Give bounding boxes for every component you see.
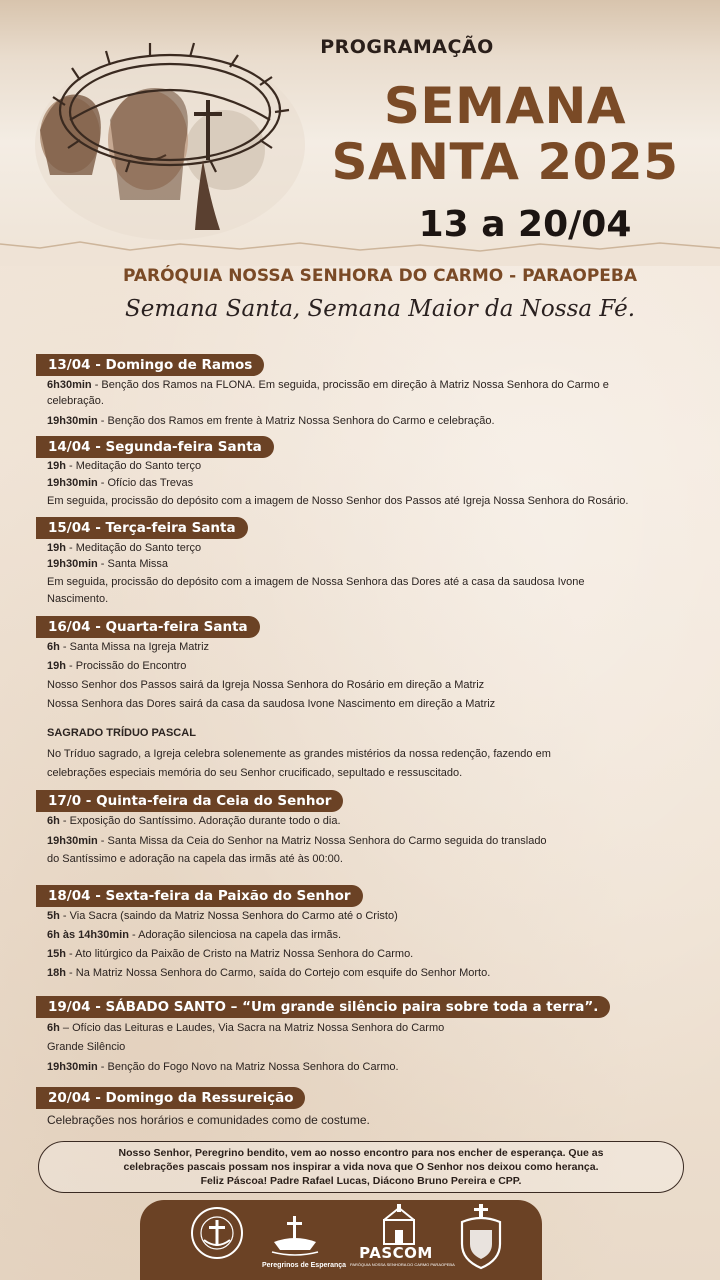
jubilee-logo bbox=[264, 1206, 326, 1264]
schedule-line: 18h - Na Matriz Nossa Senhora do Carmo, saída do Cortejo com esquife do Senhor Morto. bbox=[47, 967, 491, 979]
day-heading: 19/04 - SÁBADO SANTO – “Um grande silêncio paira sobre toda a terra”. bbox=[36, 996, 610, 1018]
schedule-line: 19h - Meditação do Santo terço bbox=[47, 542, 202, 554]
closing-line: Nosso Senhor, Peregrino bendito, vem ao nosso encontro para nos encher de esperança. Que as bbox=[118, 1147, 604, 1159]
schedule-line: Nosso Senhor dos Passos sairá da Igreja Nossa Senhora do Rosário em direção a Matriz bbox=[47, 679, 485, 691]
schedule-line: 6h - Santa Missa na Igreja Matriz bbox=[47, 641, 210, 653]
day-heading: 15/04 - Terça-feira Santa bbox=[36, 517, 248, 539]
schedule-line: 6h às 14h30min - Adoração silenciosa na capela das irmãs. bbox=[47, 929, 342, 941]
parish-name: PARÓQUIA NOSSA SENHORA DO CARMO - PARAOPEBA bbox=[122, 266, 638, 286]
closing-line: Feliz Páscoa! Padre Rafael Lucas, Diácono Bruno Pereira e CPP. bbox=[200, 1175, 522, 1187]
schedule-line: Em seguida, procissão do depósito com a imagem de Nossa Senhora das Dores até a casa da saudosa Ivone bbox=[47, 576, 585, 588]
pascom-logo: PASCOM bbox=[359, 1244, 433, 1262]
day-heading: 14/04 - Segunda-feira Santa bbox=[36, 436, 274, 458]
schedule-line: do Santíssimo e adoração na capela das irmãs até às 00:00. bbox=[47, 853, 343, 865]
schedule-line: 19h30min - Santa Missa bbox=[47, 558, 169, 570]
jubilee-caption: Peregrinos de Esperança bbox=[262, 1262, 347, 1269]
title-line-2: SANTA 2025 bbox=[331, 133, 679, 191]
title-line-1: SEMANA bbox=[383, 77, 627, 135]
schedule-line: Em seguida, procissão do depósito com a imagem de Nosso Senhor dos Passos até Igreja Nossa Senhora do Rosário. bbox=[47, 495, 629, 507]
schedule-line: 15h - Ato litúrgico da Paixão de Cristo na Matriz Nossa Senhora do Carmo. bbox=[47, 948, 414, 960]
schedule-line: celebração. bbox=[47, 395, 104, 407]
day-heading: 18/04 - Sexta-feira da Paixão do Senhor bbox=[36, 885, 363, 907]
coat-of-arms-icon bbox=[452, 1204, 510, 1270]
programacao-label: PROGRAMAÇÃO bbox=[320, 36, 494, 58]
day-heading: 13/04 - Domingo de Ramos bbox=[36, 354, 264, 376]
motto: Semana Santa, Semana Maior da Nossa Fé. bbox=[124, 296, 636, 322]
schedule-line: Celebrações nos horários e comunidades como de costume. bbox=[47, 1113, 370, 1127]
schedule-line: 19h30min - Benção do Fogo Novo na Matriz Nossa Senhora do Carmo. bbox=[47, 1061, 399, 1073]
triduo-title: SAGRADO TRÍDUO PASCAL bbox=[47, 727, 196, 739]
day-heading: 20/04 - Domingo da Ressureição bbox=[36, 1087, 305, 1109]
triduo-text: celebrações especiais memória do seu Senhor crucificado, sepultado e ressuscitado. bbox=[47, 767, 463, 779]
date-range: 13 a 20/04 bbox=[418, 204, 632, 245]
schedule-line: 5h - Via Sacra (saindo da Matriz Nossa Senhora do Carmo até o Cristo) bbox=[47, 910, 398, 922]
schedule-line: 19h30min - Benção dos Ramos em frente à Matriz Nossa Senhora do Carmo e celebração. bbox=[47, 415, 495, 427]
schedule-line: 19h - Procissão do Encontro bbox=[47, 660, 187, 672]
diocese-logo bbox=[190, 1206, 244, 1260]
church-icon bbox=[376, 1204, 422, 1246]
day-heading: 16/04 - Quarta-feira Santa bbox=[36, 616, 260, 638]
passion-illustration bbox=[20, 40, 320, 260]
page-title bbox=[320, 78, 690, 190]
schedule-line: Nascimento. bbox=[47, 593, 109, 605]
pascom-caption: PARÓQUIA NOSSA SENHORA DO CARMO PARAOPEBA bbox=[350, 1262, 455, 1267]
closing-line: celebrações pascais possam nos inspirar a vida nova que O Senhor nos deixou como herança. bbox=[123, 1161, 599, 1173]
schedule-line: 19h30min - Ofício das Trevas bbox=[47, 477, 194, 489]
schedule-line: 6h – Ofício das Leituras e Laudes, Via Sacra na Matriz Nossa Senhora do Carmo bbox=[47, 1022, 445, 1034]
schedule-line: 6h30min - Benção dos Ramos na FLONA. Em seguida, procissão em direção à Matriz Nossa Senhora do Carmo e bbox=[47, 379, 609, 391]
schedule-line: 19h30min - Santa Missa da Ceia do Senhor na Matriz Nossa Senhora do Carmo seguida do translado bbox=[47, 835, 547, 847]
schedule-line: Grande Silêncio bbox=[47, 1041, 126, 1053]
schedule-line: 6h - Exposição do Santíssimo. Adoração durante todo o dia. bbox=[47, 815, 341, 827]
face-center bbox=[108, 88, 188, 200]
triduo-text: No Tríduo sagrado, a Igreja celebra solenemente as grandes mistérios da nossa redenção, fazendo em bbox=[47, 748, 551, 760]
schedule-line: 19h - Meditação do Santo terço bbox=[47, 460, 202, 472]
schedule-line: Nossa Senhora das Dores sairá da casa da saudosa Ivone Nascimento em direção a Matriz bbox=[47, 698, 496, 710]
day-heading: 17/0 - Quinta-feira da Ceia do Senhor bbox=[36, 790, 343, 812]
